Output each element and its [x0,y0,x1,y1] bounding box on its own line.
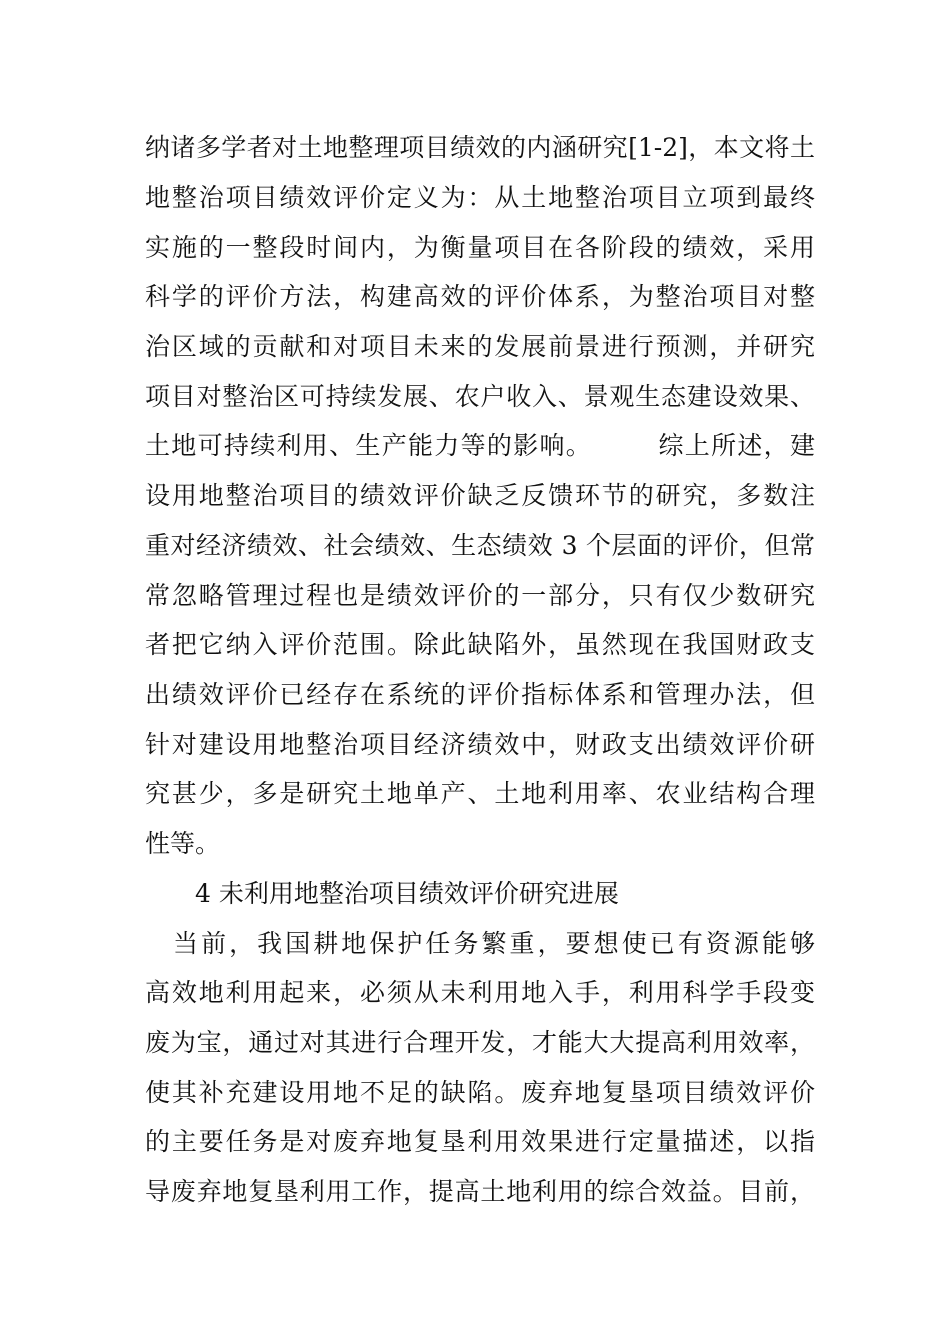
text-line: 废为宝，通过对其进行合理开发，才能大大提高利用效率， [145,1028,815,1057]
text-line: 科学的评价方法，构建高效的评价体系，为整治项目对整 [145,282,815,311]
text-line: 土地可持续利用、生产能力等的影响。 综上所述，建 [145,431,815,460]
text-line: 针对建设用地整治项目经济绩效中，财政支出绩效评价研 [145,730,815,759]
text-line: 常忽略管理过程也是绩效评价的一部分，只有仅少数研究 [145,581,815,610]
text-line: 治区域的贡献和对项目未来的发展前景进行预测，并研究 [145,332,815,361]
text-line: 使其补充建设用地不足的缺陷。废弃地复垦项目绩效评价 [145,1078,815,1107]
text-line: 实施的一整段时间内，为衡量项目在各阶段的绩效，采用 [145,233,815,262]
text-line: 的主要任务是对废弃地复垦利用效果进行定量描述，以指 [145,1127,815,1156]
text-line: 者把它纳入评价范围。除此缺陷外，虽然现在我国财政支 [145,630,815,659]
section-heading: 4 未利用地整治项目绩效评价研究进展 [195,879,619,908]
text-line: 究甚少，多是研究土地单产、土地利用率、农业结构合理 [145,779,815,808]
text-line: 重对经济绩效、社会绩效、生态绩效 3 个层面的评价，但常 [145,531,815,560]
text-line: 地整治项目绩效评价定义为：从土地整治项目立项到最终 [145,183,815,212]
text-line: 项目对整治区可持续发展、农户收入、景观生态建设效果、 [145,382,815,411]
text-line: 性等。 [145,829,221,858]
text-line: 纳诸多学者对土地整理项目绩效的内涵研究[1-2]，本文将土 [145,133,815,162]
text-line: 导废弃地复垦利用工作，提高土地利用的综合效益。目前， [145,1177,815,1206]
text-line: 高效地利用起来，必须从未利用地入手，利用科学手段变 [145,978,815,1007]
text-line: 设用地整治项目的绩效评价缺乏反馈环节的研究，多数注 [145,481,815,510]
text-line: 出绩效评价已经存在系统的评价指标体系和管理办法，但 [145,680,815,709]
text-line: 当前，我国耕地保护任务繁重，要想使已有资源能够 [145,929,815,958]
